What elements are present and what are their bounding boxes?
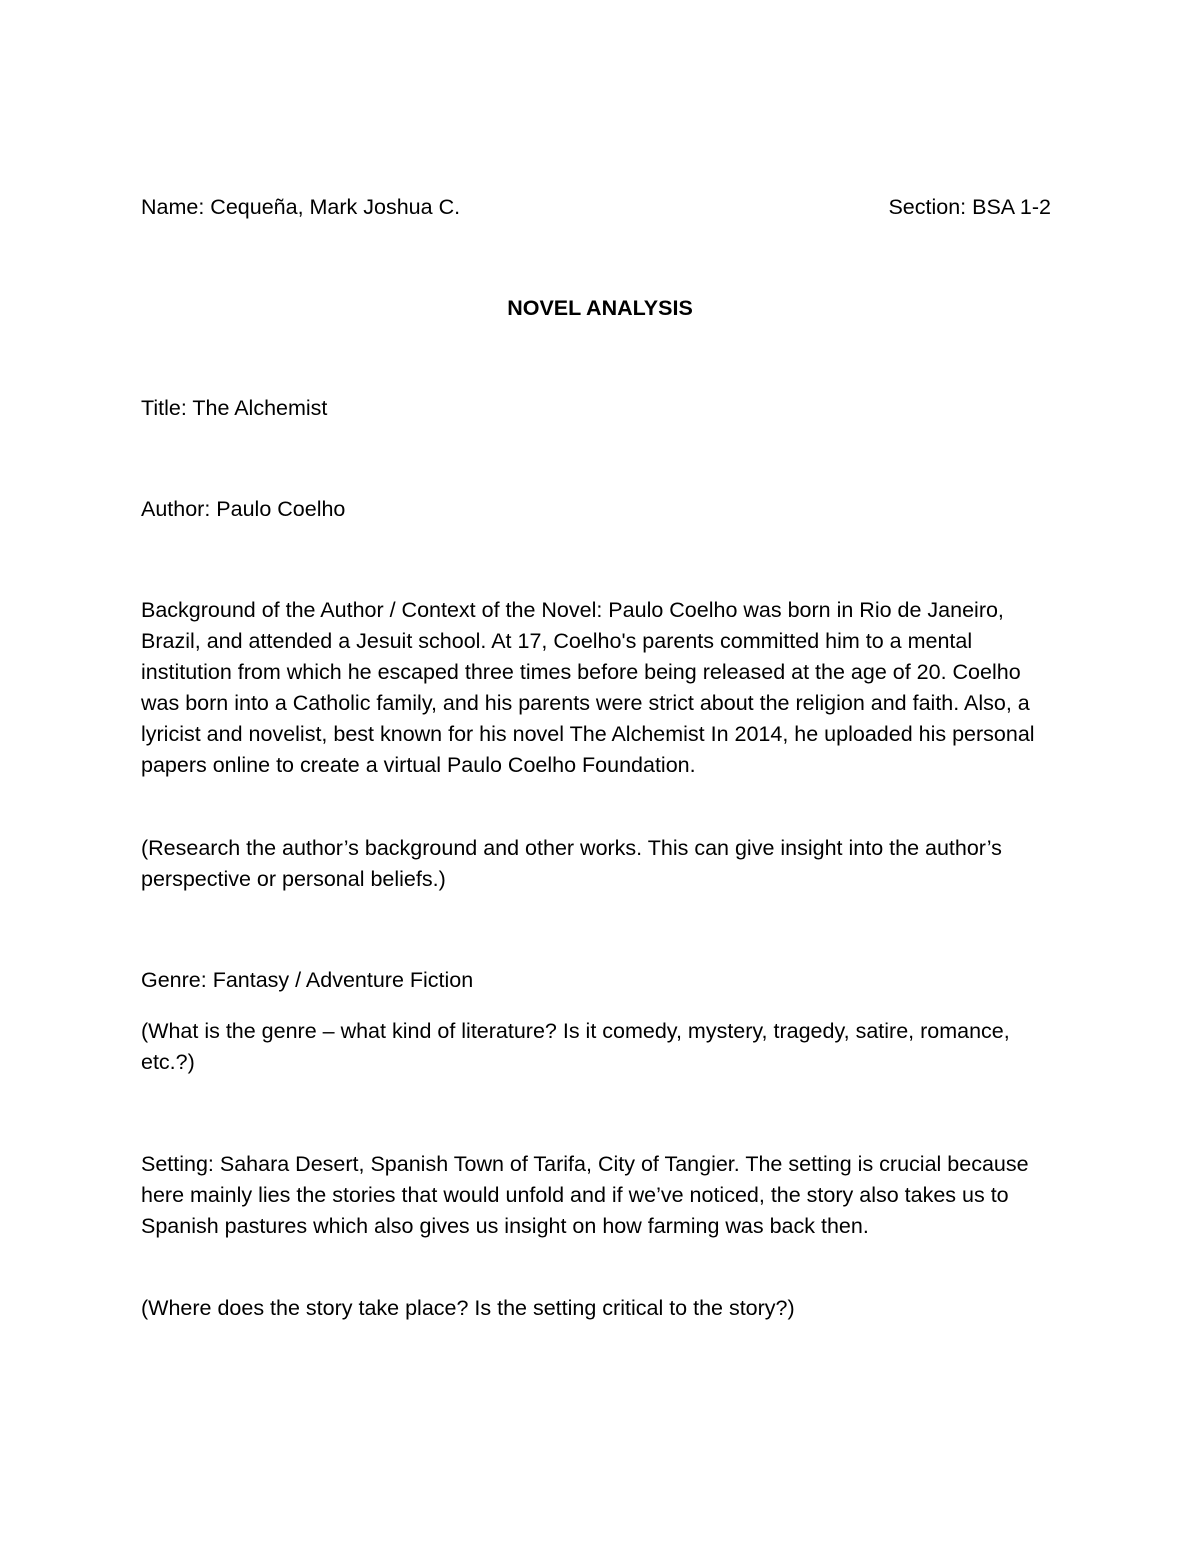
student-section: Section: BSA 1-2 xyxy=(888,195,1051,219)
author-background-prompt: (Research the author’s background and other works. This can give insight into the author’s perspective or personal beliefs.) xyxy=(141,836,1002,891)
setting-prompt: (Where does the story take place? Is the setting critical to the story?) xyxy=(141,1296,795,1320)
genre-prompt: (What is the genre – what kind of literature? Is it comedy, mystery, tragedy, satire, romance, etc.?) xyxy=(141,1019,1010,1074)
novel-genre: Genre: Fantasy / Adventure Fiction xyxy=(141,968,474,992)
page-title: NOVEL ANALYSIS xyxy=(507,296,693,320)
novel-title: Title: The Alchemist xyxy=(141,396,328,420)
setting-paragraph: Setting: Sahara Desert, Spanish Town of Tarifa, City of Tangier. The setting is crucial because here mainly lies the stories that would unfold and if we’ve noticed, the story also takes us to Spanish pastures which also gives us insight on how farming was back then. xyxy=(141,1152,1029,1238)
header-row xyxy=(141,192,1051,223)
author-background-paragraph: Background of the Author / Context of the Novel: Paulo Coelho was born in Rio de Janeiro, Brazil, and attended a Jesuit school. At 17, Coelho's parents committed him to a mental institution from which he escaped three times before being released at the age of 20. Coelho was born into a Catholic family, and his parents were strict about the religion and faith. Also, a lyricist and novelist, best known for his novel The Alchemist In 2014, he uploaded his personal papers online to create a virtual Paulo Coelho Foundation. xyxy=(141,598,1035,777)
novel-author: Author: Paulo Coelho xyxy=(141,497,346,521)
student-name: Name: Cequeña, Mark Joshua C. xyxy=(141,195,461,219)
